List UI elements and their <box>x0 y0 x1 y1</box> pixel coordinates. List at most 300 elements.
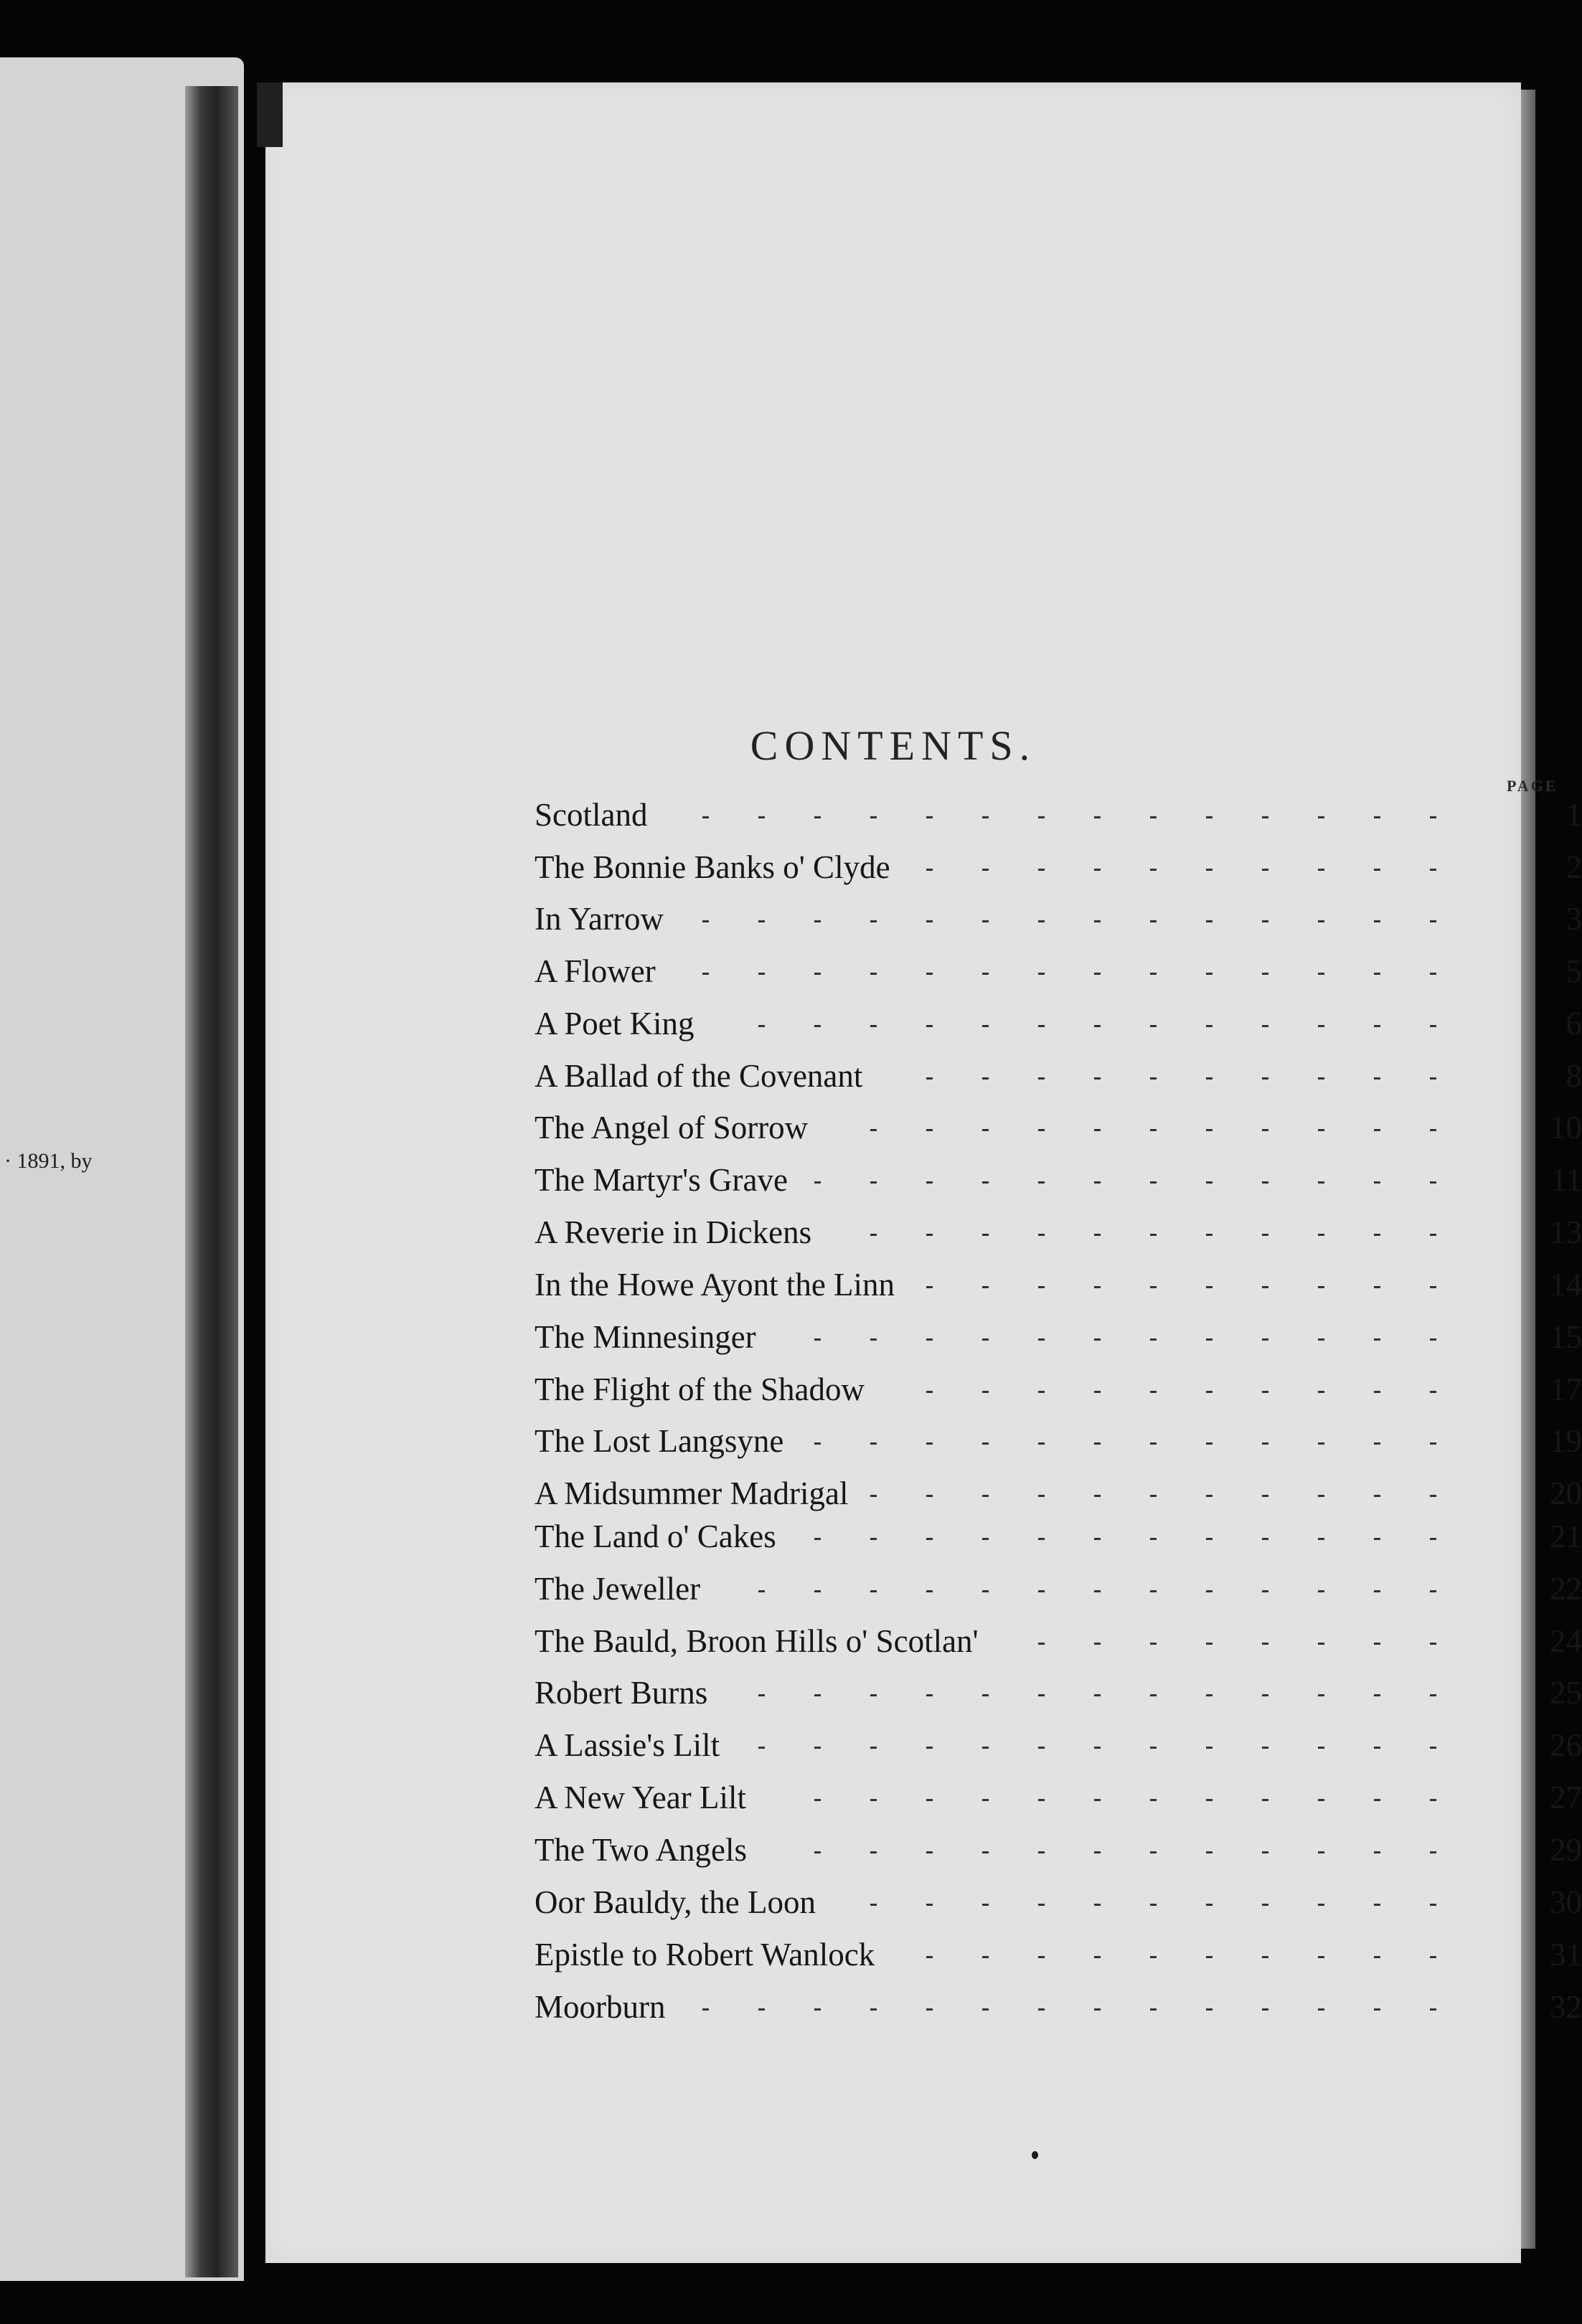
page-column-label: PAGE <box>1507 777 1558 795</box>
leader-dash <box>1374 1181 1380 1184</box>
leader-dash <box>1374 1286 1380 1288</box>
leader-dash <box>1318 1956 1324 1958</box>
leader-dash <box>1206 1747 1213 1749</box>
entry-title: The Land o' Cakes <box>535 1518 776 1554</box>
leader-dash <box>870 1904 877 1906</box>
leader-dash <box>926 920 933 922</box>
leader-dash <box>1150 1538 1157 1540</box>
leader-dash <box>1318 1234 1324 1236</box>
leader-dash <box>1094 1538 1101 1540</box>
leader-dash <box>982 1851 989 1853</box>
leader-dash <box>926 2008 933 2011</box>
entry-title: Scotland <box>535 797 648 833</box>
leader-dash <box>814 1747 821 1749</box>
leader-dash <box>1094 1442 1101 1445</box>
contents-title: CONTENTS. <box>750 722 1037 769</box>
entry-page-number: 25 <box>1550 1675 1582 1711</box>
leader-dash <box>758 973 765 975</box>
leader-dash <box>1038 1442 1045 1445</box>
leader-dash <box>1262 973 1268 975</box>
leader-dash <box>1150 2008 1157 2011</box>
leader-dash <box>1374 1694 1380 1696</box>
leader-dash <box>926 1956 933 1958</box>
entry-page-number: 5 <box>1565 953 1582 989</box>
contents-entry <box>535 796 1582 844</box>
leader-dash <box>1318 1538 1324 1540</box>
leader-dash <box>1038 1338 1045 1341</box>
leader-dash <box>1150 1338 1157 1341</box>
leader-dash <box>1038 869 1045 871</box>
leader-dash <box>1374 1391 1380 1393</box>
leader-dash <box>1318 816 1324 818</box>
leader-dash <box>1318 1495 1324 1497</box>
contents-entry <box>535 900 1582 948</box>
entry-page-number: 14 <box>1550 1267 1582 1303</box>
leader-dash <box>1374 816 1380 818</box>
leader-dash <box>1430 1129 1436 1131</box>
leader-dash <box>1094 1025 1101 1027</box>
leader-dash <box>814 1538 821 1540</box>
entry-page-number: 26 <box>1550 1727 1582 1763</box>
leader-dash <box>982 1129 989 1131</box>
leader-dash <box>982 1590 989 1592</box>
entry-title: A Reverie in Dickens <box>535 1214 812 1250</box>
leader-dash <box>1038 1694 1045 1696</box>
leader-dash <box>870 973 877 975</box>
leader-dash <box>1374 1025 1380 1027</box>
entry-title: The Martyr's Grave <box>535 1162 788 1198</box>
leader-dash <box>1094 1956 1101 1958</box>
contents-entry <box>535 1422 1582 1470</box>
leader-dash <box>1094 1286 1101 1288</box>
leader-dash <box>814 1025 821 1027</box>
leader-dash <box>1374 920 1380 922</box>
leader-dash <box>982 869 989 871</box>
leader-dash <box>1374 1234 1380 1236</box>
leader-dash <box>1318 869 1324 871</box>
leader-dash <box>1094 920 1101 922</box>
contents-entry <box>535 1622 1582 1670</box>
leader-dash <box>1374 1851 1380 1853</box>
leader-dash <box>926 1129 933 1131</box>
leader-dash <box>1038 920 1045 922</box>
leader-dash <box>1206 1495 1213 1497</box>
leader-dash <box>926 1442 933 1445</box>
leader-dash <box>982 1538 989 1540</box>
leader-dash <box>702 816 709 818</box>
leader-dash <box>1262 1956 1268 1958</box>
contents-entry <box>535 953 1582 1000</box>
leader-dash <box>1150 1643 1157 1645</box>
contents-entry <box>535 1674 1582 1721</box>
leader-dash <box>1094 1590 1101 1592</box>
leader-dash <box>1038 2008 1045 2011</box>
leader-dash <box>814 1181 821 1184</box>
leader-dash <box>1150 1799 1157 1801</box>
leader-dash <box>1038 1181 1045 1184</box>
leader-dash <box>1094 1234 1101 1236</box>
contents-entry <box>535 1884 1582 1931</box>
leader-dash <box>1262 1442 1268 1445</box>
leader-dash <box>926 1799 933 1801</box>
leader-dash <box>1430 920 1436 922</box>
contents-entry <box>535 1570 1582 1617</box>
leader-dash <box>1318 1643 1324 1645</box>
entry-title: The Angel of Sorrow <box>535 1110 809 1146</box>
leader-dash <box>1262 1747 1268 1749</box>
leader-dash <box>758 1694 765 1696</box>
leader-dash <box>982 1077 989 1080</box>
entry-page-number: 13 <box>1550 1214 1582 1250</box>
entry-title: A Ballad of the Covenant <box>535 1058 863 1094</box>
leader-dash <box>1374 1495 1380 1497</box>
leader-dash <box>1262 1590 1268 1592</box>
book-gutter <box>185 86 238 2277</box>
leader-dash <box>1430 1590 1436 1592</box>
entry-title: The Flight of the Shadow <box>535 1371 865 1407</box>
leader-dash <box>1038 1025 1045 1027</box>
entry-page-number: 6 <box>1565 1006 1582 1041</box>
entry-page-number: 30 <box>1550 1884 1582 1920</box>
leader-dash <box>702 2008 709 2011</box>
leader-dash <box>1150 1391 1157 1393</box>
leader-dash <box>1094 1181 1101 1184</box>
leader-dash <box>1206 1851 1213 1853</box>
leader-dash <box>926 1338 933 1341</box>
leader-dash <box>870 816 877 818</box>
leader-dash <box>1038 816 1045 818</box>
leader-dash <box>814 2008 821 2011</box>
leader-dash <box>982 816 989 818</box>
entry-title: In the Howe Ayont the Linn <box>535 1267 895 1303</box>
leader-dash <box>1262 1643 1268 1645</box>
leader-dash <box>1318 1286 1324 1288</box>
leader-dash <box>1318 1694 1324 1696</box>
leader-dash <box>1206 1694 1213 1696</box>
leader-dash <box>1038 1643 1045 1645</box>
entry-page-number: 21 <box>1550 1518 1582 1554</box>
leader-dash <box>926 1694 933 1696</box>
leader-dash <box>1038 1286 1045 1288</box>
leader-dash <box>1262 1538 1268 1540</box>
leader-dash <box>814 1851 821 1853</box>
leader-dash <box>870 1181 877 1184</box>
leader-dash <box>1206 1956 1213 1958</box>
leader-dash <box>870 1538 877 1540</box>
leader-dash <box>814 973 821 975</box>
leader-dash <box>870 1851 877 1853</box>
leader-dash <box>982 2008 989 2011</box>
entry-page-number: 2 <box>1565 849 1582 885</box>
leader-dash <box>1374 1904 1380 1906</box>
entry-title: Oor Bauldy, the Loon <box>535 1884 816 1920</box>
entry-title: Robert Burns <box>535 1675 708 1711</box>
leader-dash <box>1206 920 1213 922</box>
entry-page-number: 10 <box>1550 1110 1582 1146</box>
leader-dash <box>1038 1956 1045 1958</box>
leader-dash <box>1150 1025 1157 1027</box>
leader-dash <box>870 1799 877 1801</box>
leader-dash <box>982 1181 989 1184</box>
entry-title: A Flower <box>535 953 656 989</box>
leader-dash <box>1318 1904 1324 1906</box>
leader-dash <box>926 1538 933 1540</box>
leader-dash <box>1318 1129 1324 1131</box>
leader-dash <box>1318 1442 1324 1445</box>
leader-dash <box>1206 1129 1213 1131</box>
leader-dash <box>702 920 709 922</box>
contents-entry <box>535 1518 1582 1565</box>
leader-dash <box>1374 1590 1380 1592</box>
entry-title: The Bonnie Banks o' Clyde <box>535 849 890 885</box>
leader-dash <box>1150 1851 1157 1853</box>
leader-dash <box>758 1747 765 1749</box>
entry-title: Moorburn <box>535 1989 666 2025</box>
leader-dash <box>1206 1338 1213 1341</box>
leader-dash <box>926 1391 933 1393</box>
leader-dash <box>758 2008 765 2011</box>
leader-dash <box>1430 1799 1436 1801</box>
leader-dash <box>1430 1442 1436 1445</box>
leader-dash <box>1094 1904 1101 1906</box>
entry-title: A Midsummer Madrigal <box>535 1475 849 1511</box>
leader-dash <box>1206 1538 1213 1540</box>
leader-dash <box>1094 869 1101 871</box>
leader-dash <box>1374 2008 1380 2011</box>
contents-entry <box>535 1057 1582 1105</box>
leader-dash <box>982 1904 989 1906</box>
contents-entry <box>535 1779 1582 1826</box>
leader-dash <box>1094 1851 1101 1853</box>
leader-dash <box>1430 973 1436 975</box>
leader-dash <box>926 1025 933 1027</box>
leader-dash <box>982 1442 989 1445</box>
leader-dash <box>870 2008 877 2011</box>
contents-entry <box>535 1005 1582 1052</box>
leader-dash <box>1094 1694 1101 1696</box>
leader-dash <box>1094 973 1101 975</box>
entry-page-number: 24 <box>1550 1623 1582 1659</box>
entry-page-number: 17 <box>1550 1371 1582 1407</box>
leader-dash <box>1150 1442 1157 1445</box>
leader-dash <box>1150 920 1157 922</box>
entry-title: The Minnesinger <box>535 1319 756 1355</box>
ink-dot <box>1032 2151 1038 2159</box>
leader-dash <box>1038 1234 1045 1236</box>
entry-title: The Lost Langsyne <box>535 1423 784 1459</box>
leader-dash <box>1206 1391 1213 1393</box>
leader-dash <box>1374 1956 1380 1958</box>
leader-dash <box>982 1234 989 1236</box>
leader-dash <box>1262 1338 1268 1341</box>
contents-entry <box>535 1161 1582 1209</box>
leader-dash <box>982 1495 989 1497</box>
leader-dash <box>1150 1956 1157 1958</box>
leader-dash <box>1262 1904 1268 1906</box>
leader-dash <box>1038 1590 1045 1592</box>
leader-dash <box>1318 1590 1324 1592</box>
contents-entry <box>535 1475 1582 1522</box>
leader-dash <box>1206 869 1213 871</box>
leader-dash <box>1374 1799 1380 1801</box>
leader-dash <box>1094 816 1101 818</box>
leader-dash <box>1430 816 1436 818</box>
contents-entry <box>535 1936 1582 1983</box>
entry-title: The Jeweller <box>535 1571 701 1607</box>
leader-dash <box>1318 1338 1324 1341</box>
leader-dash <box>1374 1338 1380 1341</box>
contents-entry <box>535 849 1582 896</box>
leader-dash <box>1262 920 1268 922</box>
entry-page-number: 22 <box>1550 1571 1582 1607</box>
leader-dash <box>1374 1643 1380 1645</box>
leader-dash <box>982 1956 989 1958</box>
leader-dash <box>926 1851 933 1853</box>
leader-dash <box>1150 1234 1157 1236</box>
entry-page-number: 1 <box>1565 797 1582 833</box>
leader-dash <box>702 973 709 975</box>
leader-dash <box>1150 1077 1157 1080</box>
leader-dash <box>1038 1077 1045 1080</box>
leader-dash <box>1318 1747 1324 1749</box>
leader-dash <box>1262 1025 1268 1027</box>
leader-dash <box>1430 1234 1436 1236</box>
leader-dash <box>1430 1956 1436 1958</box>
leader-dash <box>1262 816 1268 818</box>
entry-title: The Bauld, Broon Hills o' Scotlan' <box>535 1623 979 1659</box>
leader-dash <box>1038 1747 1045 1749</box>
entry-page-number: 29 <box>1550 1832 1582 1868</box>
leader-dash <box>1206 1799 1213 1801</box>
leader-dash <box>1262 869 1268 871</box>
leader-dash <box>1094 1338 1101 1341</box>
leader-dash <box>870 1234 877 1236</box>
leader-dash <box>1262 1391 1268 1393</box>
leader-dash <box>1318 1391 1324 1393</box>
leader-dash <box>1206 1181 1213 1184</box>
leader-dash <box>1374 1538 1380 1540</box>
leader-dash <box>870 1590 877 1592</box>
leader-dash <box>1430 1904 1436 1906</box>
leader-dash <box>1038 1904 1045 1906</box>
leader-dash <box>1430 1338 1436 1341</box>
leader-dash <box>814 1799 821 1801</box>
leader-dash <box>814 1694 821 1696</box>
leader-dash <box>870 1129 877 1131</box>
leader-dash <box>870 1747 877 1749</box>
leader-dash <box>1318 1025 1324 1027</box>
contents-entry <box>535 1727 1582 1774</box>
leader-dash <box>1430 1077 1436 1080</box>
entry-page-number: 20 <box>1550 1475 1582 1511</box>
leader-dash <box>1374 1747 1380 1749</box>
leader-dash <box>1262 1851 1268 1853</box>
leader-dash <box>1150 1694 1157 1696</box>
entry-title: A New Year Lilt <box>535 1780 746 1815</box>
leader-dash <box>982 920 989 922</box>
leader-dash <box>1318 1181 1324 1184</box>
entry-title: In Yarrow <box>535 901 664 937</box>
leader-dash <box>1206 1234 1213 1236</box>
leader-dash <box>1318 973 1324 975</box>
leader-dash <box>1038 1851 1045 1853</box>
leader-dash <box>1430 1181 1436 1184</box>
leader-dash <box>1150 1286 1157 1288</box>
leader-dash <box>1374 1129 1380 1131</box>
entry-title: A Poet King <box>535 1006 695 1041</box>
leader-dash <box>1206 1643 1213 1645</box>
entry-title: Epistle to Robert Wanlock <box>535 1937 875 1973</box>
leader-dash <box>926 1286 933 1288</box>
leader-dash <box>1430 2008 1436 2011</box>
leader-dash <box>1206 1590 1213 1592</box>
contents-entry <box>535 1266 1582 1313</box>
leader-dash <box>814 920 821 922</box>
leader-dash <box>1150 816 1157 818</box>
leader-dash <box>1318 920 1324 922</box>
leader-dash <box>926 816 933 818</box>
leader-dash <box>1094 1495 1101 1497</box>
leader-dash <box>926 1495 933 1497</box>
leader-dash <box>1150 1590 1157 1592</box>
leader-dash <box>1374 1442 1380 1445</box>
leader-dash <box>1318 1851 1324 1853</box>
leader-dash <box>1430 1495 1436 1497</box>
leader-dash <box>1206 1025 1213 1027</box>
leader-dash <box>1038 1391 1045 1393</box>
leader-dash <box>1430 1025 1436 1027</box>
leader-dash <box>814 1590 821 1592</box>
leader-dash <box>1430 1538 1436 1540</box>
contents-entry <box>535 1831 1582 1879</box>
leader-dash <box>870 1694 877 1696</box>
leader-dash <box>926 1904 933 1906</box>
leader-dash <box>1430 1391 1436 1393</box>
leader-dash <box>1430 1851 1436 1853</box>
leader-dash <box>1150 1181 1157 1184</box>
gutter-binding-tab <box>257 82 283 147</box>
leader-dash <box>1150 869 1157 871</box>
leader-dash <box>926 1590 933 1592</box>
leader-dash <box>1374 869 1380 871</box>
leader-dash <box>758 1025 765 1027</box>
leader-dash <box>926 1234 933 1236</box>
entry-page-number: 15 <box>1550 1319 1582 1355</box>
leader-dash <box>1206 1077 1213 1080</box>
leader-dash <box>1038 1495 1045 1497</box>
leader-dash <box>814 816 821 818</box>
contents-entry <box>535 1988 1582 2036</box>
leader-dash <box>1094 1643 1101 1645</box>
entry-page-number: 27 <box>1550 1780 1582 1815</box>
entry-page-number: 32 <box>1550 1989 1582 2025</box>
leader-dash <box>1206 1286 1213 1288</box>
leader-dash <box>982 1747 989 1749</box>
leader-dash <box>870 1338 877 1341</box>
leader-dash <box>1430 869 1436 871</box>
leader-dash <box>870 1495 877 1497</box>
entry-page-number: 11 <box>1550 1162 1582 1198</box>
entry-page-number: 19 <box>1550 1423 1582 1459</box>
entry-page-number: 31 <box>1550 1937 1582 1973</box>
leader-dash <box>870 1025 877 1027</box>
entry-title: The Two Angels <box>535 1832 747 1868</box>
leader-dash <box>1206 2008 1213 2011</box>
leader-dash <box>1206 973 1213 975</box>
leader-dash <box>926 1181 933 1184</box>
leader-dash <box>1262 1181 1268 1184</box>
leader-dash <box>1150 973 1157 975</box>
